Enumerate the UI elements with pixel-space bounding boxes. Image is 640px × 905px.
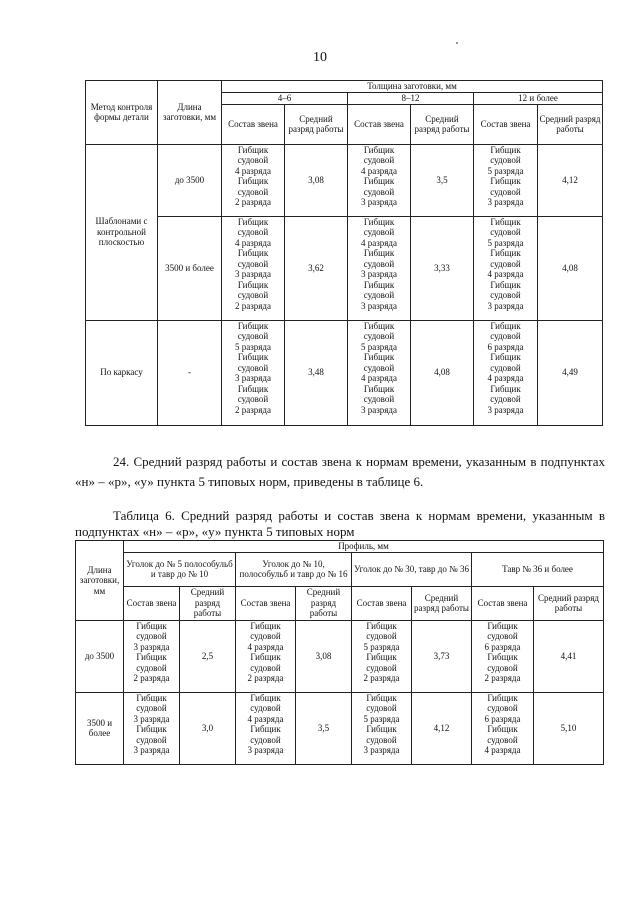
- crew-cell: [236, 620, 296, 692]
- crew-line: Гибщик: [237, 248, 269, 258]
- crew-line: судовой: [250, 703, 281, 713]
- crew-line: 6 разряда: [484, 641, 521, 652]
- crew-line: Гибщик: [237, 352, 269, 362]
- crew-line: 4 разряда: [247, 713, 284, 724]
- crew-cell: [348, 216, 411, 320]
- grade-cell: 3,48: [285, 320, 348, 425]
- subheader-grade: Средний разряд работы: [285, 104, 348, 144]
- subheader-grade: Средний разряд работы: [296, 586, 352, 620]
- crew-cell: [474, 144, 538, 216]
- method-cell: По каркасу: [86, 320, 158, 425]
- table-6-caption: [75, 508, 605, 540]
- grade-cell: 4,41: [534, 620, 604, 692]
- paragraph-24: [75, 452, 605, 492]
- table-row: [86, 216, 603, 320]
- crew-line: 3 разряда: [133, 641, 170, 652]
- crew-line: Гибщик: [490, 320, 521, 331]
- thickness-group: 4–6: [222, 93, 348, 105]
- crew-line: 5 разряда: [487, 237, 524, 248]
- table-row: [76, 692, 604, 764]
- grade-cell: 3,62: [285, 216, 348, 320]
- crew-line: судовой: [136, 631, 167, 641]
- crew-line: судовой: [363, 331, 395, 341]
- crew-line: судовой: [136, 734, 167, 745]
- page-number: 10: [313, 50, 327, 65]
- crew-cell: [222, 320, 285, 425]
- crew-line: Гибщик: [490, 279, 521, 290]
- grade-cell: 2,5: [180, 620, 236, 692]
- crew-line: 4 разряда: [487, 373, 524, 383]
- crew-line: 4 разряда: [234, 165, 271, 176]
- subheader-crew: Состав звена: [472, 586, 534, 620]
- crew-line: Гибщик: [363, 216, 395, 227]
- crew-cell: [352, 692, 412, 764]
- crew-line: 4 разряда: [234, 237, 271, 248]
- table-row: [86, 320, 603, 425]
- crew-line: 5 разряда: [360, 341, 397, 352]
- crew-line: судовой: [366, 631, 397, 641]
- crew-line: судовой: [237, 258, 269, 269]
- crew-line: 3 разряда: [363, 745, 400, 755]
- header-thickness: Толщина заготовки, мм: [222, 81, 603, 93]
- crew-line: 3 разряда: [360, 197, 397, 207]
- crew-line: судовой: [237, 362, 269, 373]
- crew-line: 2 разряда: [247, 673, 284, 683]
- table-row: [86, 144, 603, 216]
- crew-line: судовой: [363, 258, 395, 269]
- crew-line: судовой: [490, 186, 521, 197]
- thickness-group: 8–12: [348, 93, 474, 105]
- crew-line: 4 разряда: [360, 373, 397, 383]
- crew-line: Гибщик: [490, 176, 521, 186]
- crew-cell: [472, 692, 534, 764]
- subheader-crew: Состав звена: [348, 104, 411, 144]
- crew-line: 4 разряда: [247, 641, 284, 652]
- crew-line: Гибщик: [490, 352, 521, 362]
- crew-line: Гибщик: [363, 320, 395, 331]
- crew-line: 2 разряда: [484, 673, 521, 683]
- table-5: [85, 80, 603, 426]
- subheader-crew: Состав звена: [352, 586, 412, 620]
- crew-cell: [348, 144, 411, 216]
- length-cell: 3500 и более: [76, 692, 124, 764]
- crew-line: судовой: [363, 290, 395, 300]
- crew-cell: [472, 620, 534, 692]
- grade-cell: 5,10: [534, 692, 604, 764]
- crew-cell: [222, 144, 285, 216]
- crew-line: судовой: [366, 703, 397, 713]
- crew-line: Гибщик: [366, 724, 397, 734]
- grade-cell: 3,33: [411, 216, 474, 320]
- crew-line: 4 разряда: [484, 745, 521, 755]
- crew-line: судовой: [237, 290, 269, 300]
- crew-cell: [352, 620, 412, 692]
- length-cell: 3500 и более: [158, 216, 222, 320]
- scan-speck: [456, 42, 458, 44]
- subheader-grade: Средний разряд работы: [412, 586, 472, 620]
- crew-line: судовой: [363, 362, 395, 373]
- grade-cell: 3,0: [180, 692, 236, 764]
- crew-line: Гибщик: [487, 652, 518, 662]
- header-length: Длина заготовки, мм: [158, 81, 222, 145]
- grade-cell: 3,5: [296, 692, 352, 764]
- crew-line: Гибщик: [363, 383, 395, 394]
- crew-line: судовой: [487, 631, 518, 641]
- crew-line: 3 разряда: [234, 373, 271, 383]
- method-cell: Шаблонами с контрольной плоскостью: [86, 144, 158, 320]
- crew-line: Гибщик: [136, 620, 167, 631]
- crew-line: судовой: [237, 227, 269, 237]
- crew-line: 3 разряда: [234, 269, 271, 279]
- crew-line: судовой: [490, 290, 521, 300]
- crew-line: Гибщик: [250, 724, 281, 734]
- header-method: Метод контроля формы детали: [86, 81, 158, 145]
- crew-line: судовой: [490, 394, 521, 404]
- crew-line: Гибщик: [366, 652, 397, 662]
- crew-line: 2 разряда: [133, 673, 170, 683]
- crew-line: Гибщик: [366, 620, 397, 631]
- grade-cell: 4,12: [538, 144, 603, 216]
- crew-cell: [474, 216, 538, 320]
- crew-line: Гибщик: [487, 724, 518, 734]
- crew-line: судовой: [363, 394, 395, 404]
- crew-line: Гибщик: [250, 692, 281, 703]
- crew-line: судовой: [366, 734, 397, 745]
- profile-group: Уголок до № 5 полособульб и тавр до № 10: [124, 552, 236, 586]
- crew-line: судовой: [490, 331, 521, 341]
- crew-cell: [474, 320, 538, 425]
- crew-line: судовой: [490, 155, 521, 165]
- table-6: [75, 540, 604, 765]
- crew-line: 3 разряда: [133, 713, 170, 724]
- crew-line: 4 разряда: [360, 237, 397, 248]
- crew-line: 5 разряда: [363, 641, 400, 652]
- crew-line: Гибщик: [490, 248, 521, 258]
- crew-line: Гибщик: [363, 352, 395, 362]
- crew-line: 4 разряда: [487, 269, 524, 279]
- subheader-grade: Средний разряд работы: [538, 104, 603, 144]
- crew-line: судовой: [487, 703, 518, 713]
- crew-line: судовой: [487, 662, 518, 673]
- crew-line: Гибщик: [487, 692, 518, 703]
- crew-line: 3 разряда: [487, 197, 524, 207]
- subheader-crew: Состав звена: [124, 586, 180, 620]
- crew-line: судовой: [487, 734, 518, 745]
- crew-line: судовой: [490, 227, 521, 237]
- profile-group: Уголок до № 10, полособульб и тавр до № 16: [236, 552, 352, 586]
- grade-cell: 4,08: [538, 216, 603, 320]
- subheader-crew: Состав звена: [474, 104, 538, 144]
- crew-line: Гибщик: [250, 652, 281, 662]
- length-cell: до 3500: [76, 620, 124, 692]
- crew-line: Гибщик: [237, 176, 269, 186]
- crew-line: судовой: [136, 703, 167, 713]
- crew-line: Гибщик: [363, 176, 395, 186]
- crew-line: судовой: [237, 331, 269, 341]
- crew-line: 3 разряда: [487, 300, 524, 311]
- crew-line: 6 разряда: [487, 341, 524, 352]
- crew-line: судовой: [366, 662, 397, 673]
- crew-line: судовой: [363, 186, 395, 197]
- grade-cell: 4,49: [538, 320, 603, 425]
- crew-line: Гибщик: [237, 279, 269, 290]
- paragraph-text: Средний разряд работы и состав звена к нормам времени, указанным в подпунктах «н» – «р», «у» пункта 5 типовых норм, приведены в таблице 6.: [75, 454, 605, 489]
- crew-line: судовой: [237, 186, 269, 197]
- grade-cell: 3,08: [285, 144, 348, 216]
- length-cell: до 3500: [158, 144, 222, 216]
- crew-line: Гибщик: [136, 652, 167, 662]
- crew-line: судовой: [250, 662, 281, 673]
- crew-line: Гибщик: [487, 620, 518, 631]
- table-row: [76, 620, 604, 692]
- crew-line: Гибщик: [366, 692, 397, 703]
- crew-cell: [124, 620, 180, 692]
- crew-line: Гибщик: [136, 724, 167, 734]
- crew-line: судовой: [363, 155, 395, 165]
- crew-line: Гибщик: [363, 144, 395, 155]
- crew-line: 5 разряда: [363, 713, 400, 724]
- crew-line: Гибщик: [237, 383, 269, 394]
- header-profile: Профиль, мм: [124, 541, 604, 553]
- crew-line: Гибщик: [237, 320, 269, 331]
- crew-line: Гибщик: [490, 383, 521, 394]
- crew-line: судовой: [237, 394, 269, 404]
- thickness-group: 12 и более: [474, 93, 603, 105]
- crew-line: 6 разряда: [484, 713, 521, 724]
- crew-line: судовой: [490, 258, 521, 269]
- crew-line: 2 разряда: [234, 300, 271, 311]
- subheader-crew: Состав звена: [236, 586, 296, 620]
- header-length: Длина заготовки, мм: [76, 541, 124, 621]
- subheader-grade: Средний разряд работы: [180, 586, 236, 620]
- crew-line: судовой: [237, 155, 269, 165]
- crew-cell: [348, 320, 411, 425]
- crew-line: Гибщик: [250, 620, 281, 631]
- crew-line: Гибщик: [237, 144, 269, 155]
- crew-cell: [236, 692, 296, 764]
- crew-line: 3 разряда: [360, 300, 397, 311]
- crew-line: Гибщик: [490, 144, 521, 155]
- crew-cell: [222, 216, 285, 320]
- crew-line: Гибщик: [237, 216, 269, 227]
- crew-line: Гибщик: [363, 279, 395, 290]
- crew-line: 5 разряда: [234, 341, 271, 352]
- crew-line: судовой: [250, 734, 281, 745]
- subheader-grade: Средний разряд работы: [411, 104, 474, 144]
- subheader-crew: Состав звена: [222, 104, 285, 144]
- paragraph-number: 24.: [113, 454, 130, 469]
- crew-line: 4 разряда: [360, 165, 397, 176]
- grade-cell: 3,08: [296, 620, 352, 692]
- grade-cell: 3,5: [411, 144, 474, 216]
- length-cell: -: [158, 320, 222, 425]
- profile-group: Уголок до № 30, тавр до № 36: [352, 552, 472, 586]
- crew-line: 3 разряда: [360, 404, 397, 415]
- crew-line: 2 разряда: [234, 197, 271, 207]
- crew-line: Гибщик: [363, 248, 395, 258]
- crew-line: судовой: [250, 631, 281, 641]
- crew-line: судовой: [363, 227, 395, 237]
- crew-line: судовой: [136, 662, 167, 673]
- crew-line: 5 разряда: [487, 165, 524, 176]
- subheader-grade: Средний разряд работы: [534, 586, 604, 620]
- crew-line: судовой: [490, 362, 521, 373]
- crew-line: 3 разряда: [487, 404, 524, 415]
- crew-line: 3 разряда: [360, 269, 397, 279]
- crew-line: 3 разряда: [247, 745, 284, 755]
- caption-text: Таблица 6. Средний разряд работы и состав звена к нормам времени, указанным в подпунктах «н» – «р», «у» пункта 5 типовых норм: [75, 508, 605, 539]
- grade-cell: 4,12: [412, 692, 472, 764]
- crew-cell: [124, 692, 180, 764]
- crew-line: Гибщик: [136, 692, 167, 703]
- crew-line: 2 разряда: [363, 673, 400, 683]
- crew-line: 3 разряда: [133, 745, 170, 755]
- crew-line: Гибщик: [490, 216, 521, 227]
- crew-line: 2 разряда: [234, 404, 271, 415]
- grade-cell: 3,73: [412, 620, 472, 692]
- profile-group: Тавр № 36 и более: [472, 552, 604, 586]
- grade-cell: 4,08: [411, 320, 474, 425]
